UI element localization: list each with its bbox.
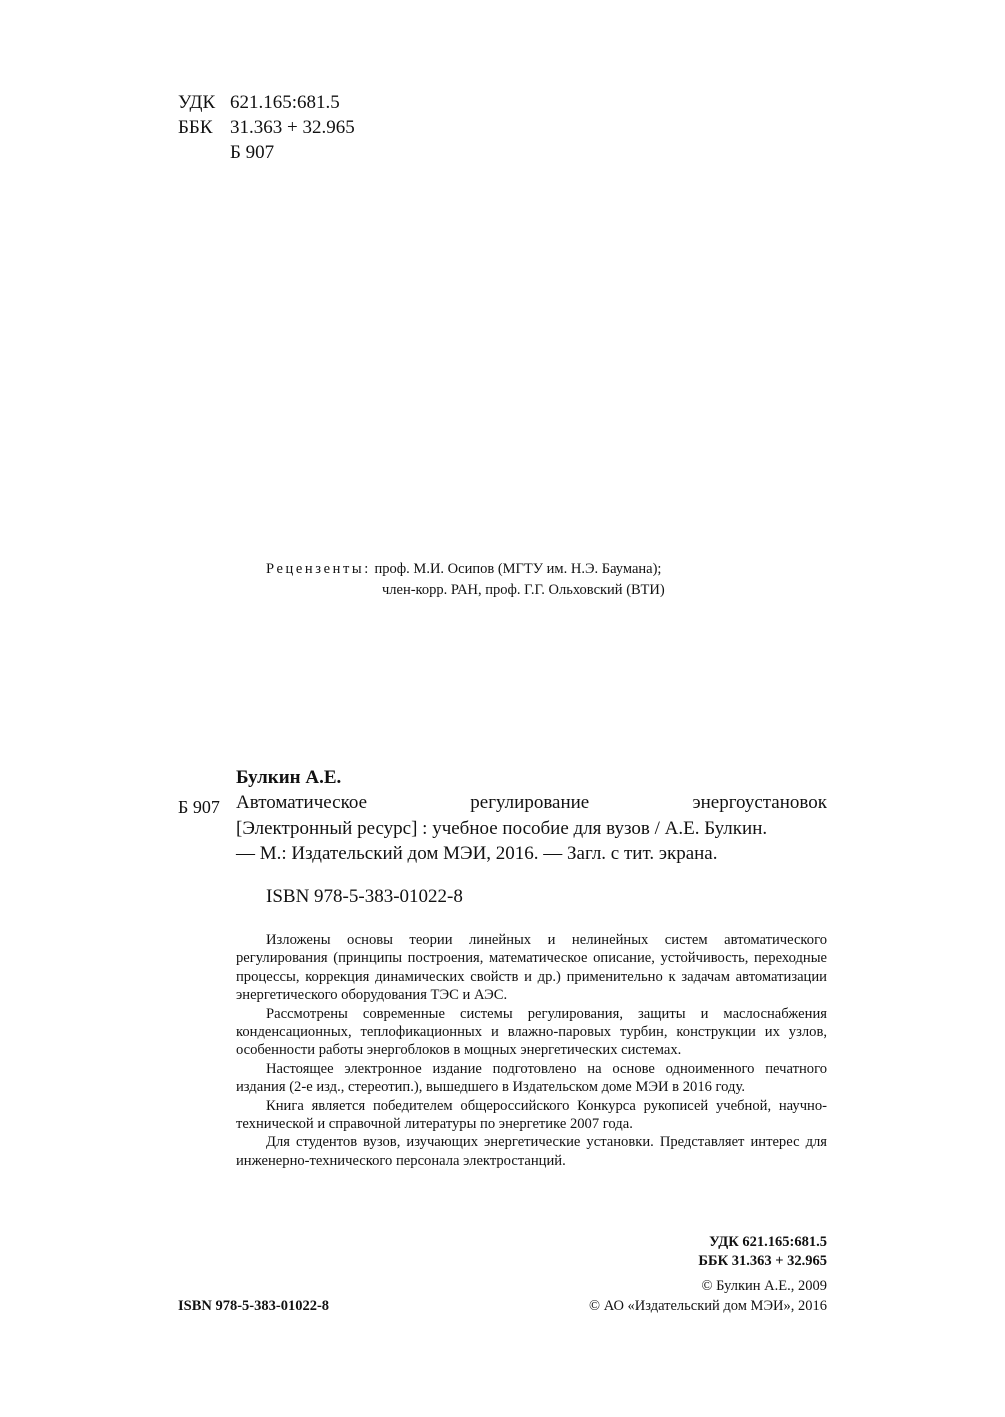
footer-isbn: ISBN 978-5-383-01022-8 [178,1298,330,1314]
author-mark-line [178,141,274,165]
udk-label: УДК [178,92,216,113]
bbk-line [178,116,355,140]
title-word-3: энергоустановок [692,792,827,813]
annotation-paragraph: Настоящее электронное издание подготовлено на основе одноименного печатного издания (2-е изд., стереотип.), вышедшего в Издательском доме МЭИ в 2016 году. [236,1060,827,1096]
reviewers-label: Рецензенты: [266,561,371,577]
reviewer-1: проф. М.И. Осипов (МГТУ им. Н.Э. Баумана); [374,561,662,577]
annotation-paragraph: Для студентов вузов, изучающих энергетические установки. Представляет интерес для инженерно-технического персонала электростанций. [236,1134,827,1169]
entry-isbn: ISBN 978-5-383-01022-8 [266,886,463,907]
bbk-label: ББК [178,117,213,138]
entry-code: Б 907 [178,797,220,817]
entry-line-3: — М.: Издательский дом МЭИ, 2016. — Загл. с тит. экрана. [236,843,718,864]
annotation-paragraph: Рассмотрены современные системы регулирования, защиты и маслоснабжения конденсационных, теплофикационных и влажно-паровых турбин, конструкции их узлов, особенности работы энергоблоков в мощных энергетических системах. [236,1005,827,1059]
bbk-value: 31.363 + 32.965 [230,117,355,138]
entry-line-2: [Электронный ресурс] : учебное пособие для вузов / А.Е. Булкин. [236,818,768,839]
title-word-1: Автоматическое [236,792,368,813]
udk-line [178,91,340,115]
annotation [236,931,827,1170]
footer-udk: УДК 621.165:681.5 [709,1234,827,1250]
reviewer-2: член-корр. РАН, проф. Г.Г. Ольховский (ВТИ) [382,582,665,598]
footer-bbk: ББК 31.363 + 32.965 [698,1253,827,1269]
annotation-paragraph: Изложены основы теории линейных и нелинейных систем автоматического регулирования (принципы построения, математическое описание, устойчивость, переходные процессы, коррекция динамических свойств и др.) применительно к задачам автоматизации энергетического оборудования ТЭС и АЭС. [236,932,827,1004]
udk-value: 621.165:681.5 [230,92,340,113]
reviewers-line-1 [266,559,661,579]
entry-title-line [236,791,827,815]
annotation-paragraph: Книга является победителем общероссийского Конкурса рукописей учебной, научно-технической и справочной литературы по энергетике 2007 года. [236,1097,827,1133]
author-mark: Б 907 [230,142,275,163]
title-word-2: регулирование [470,792,590,813]
copyright-publisher: © АО «Издательский дом МЭИ», 2016 [589,1298,827,1314]
author-name: Булкин А.Е. [236,767,342,788]
copyright-author: © Булкин А.Е., 2009 [701,1278,827,1294]
